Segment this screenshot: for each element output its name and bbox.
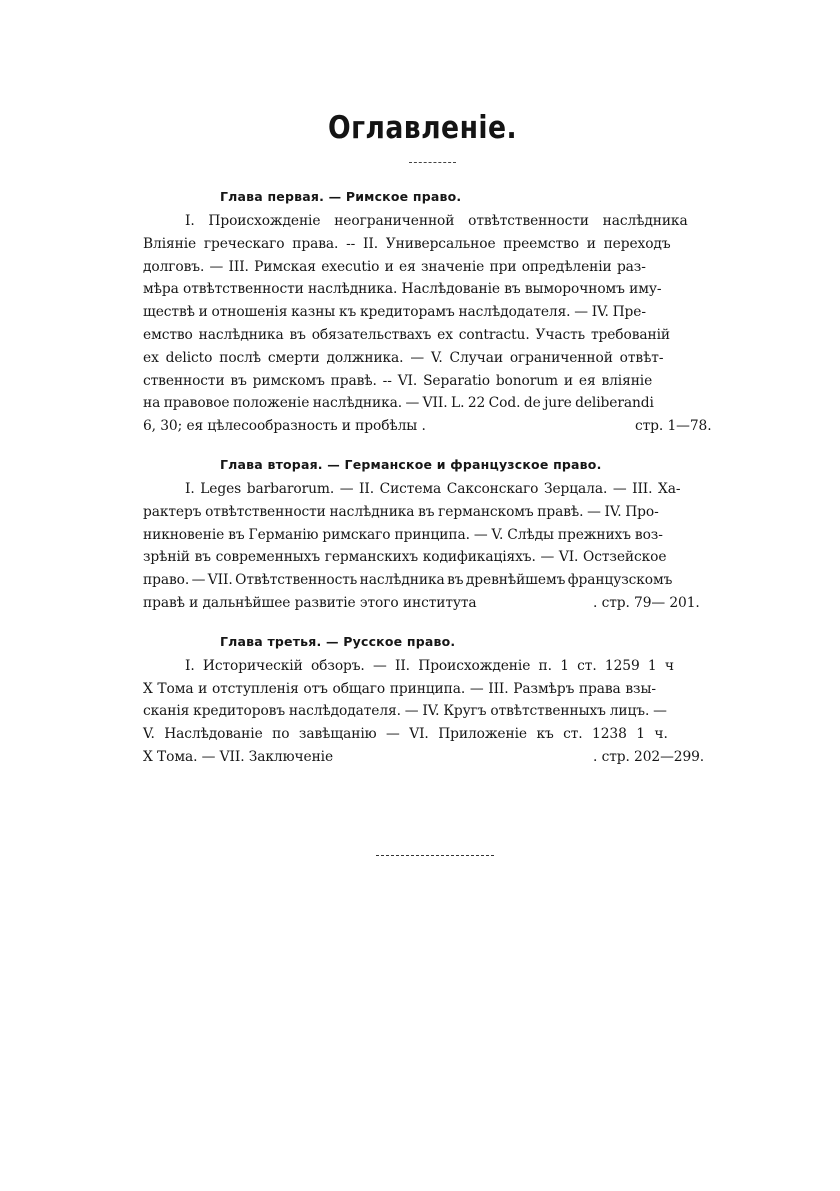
chapter-1-line: емство наслѣдника въ обязательствахъ ex contractu. Участь требованій: [143, 326, 670, 343]
chapter-2-text: [143, 478, 714, 615]
chapter-3-line: сканія кредиторовъ наслѣдодателя. — IV. Кругъ отвѣтственныхъ лицъ. —: [143, 703, 667, 720]
chapter-2-pages: . стр. 79— 201.: [593, 594, 700, 611]
chapter-1-line: ществѣ и отношенія казны къ кредиторамъ наслѣдодателя. — IV. Пре-: [143, 304, 646, 321]
chapter-3-line: X Тома. — VII. Заключеніе . стр. 202—299.: [143, 746, 714, 769]
chapter-1: [143, 186, 714, 438]
chapter-1-line: I. Происхожденіе неограниченной отвѣтственности наслѣдника: [185, 213, 688, 229]
title-divider: [409, 162, 456, 163]
chapter-3-line: X Тома и отступленія отъ общаго принципа. — III. Размѣръ права взы-: [143, 680, 656, 697]
chapter-3-pages: . стр. 202—299.: [593, 748, 705, 765]
chapter-1-line: Вліяніе греческаго права. -- II. Универсальное преемство и переходъ: [143, 235, 671, 252]
chapter-1-line: на правовое положеніе наслѣдника. — VII. L. 22 Cod. de jure deliberandi: [143, 395, 654, 412]
chapter-1-heading: Глава первая. — Римское право.: [220, 189, 462, 204]
chapter-3-line: I. Историческій обзоръ. — II. Происхожденіе п. 1 ст. 1259 1 ч: [185, 657, 674, 674]
chapter-2-line: право. — VII. Отвѣтственность наслѣдника въ древнѣйшемъ французскомъ: [143, 572, 673, 589]
chapter-2-line: рактеръ отвѣтственности наслѣдника въ германскомъ правѣ. — IV. Про-: [143, 503, 659, 520]
chapter-1-text: [143, 210, 714, 438]
chapter-1-line: мѣра отвѣтственности наслѣдника. Наслѣдованіе въ выморочномъ иму-: [143, 281, 662, 298]
chapter-1-pages: стр. 1—78.: [635, 418, 712, 435]
page-title: Оглавленіе.: [327, 110, 518, 146]
chapter-2-line: правѣ и дальнѣйшее развитіе этого института . стр. 79— 201.: [143, 592, 714, 615]
chapter-1-line: долговъ. — III. Римская executio и ея значеніе при опредѣленіи раз-: [143, 258, 646, 275]
table-of-contents: [143, 186, 714, 785]
chapter-1-line: 6, 30; ея цѣлесообразность и пробѣлы . стр. 1—78.: [143, 415, 714, 438]
chapter-1-line: ex delicto послѣ смерти должника. — V. Случаи ограниченной отвѣт-: [143, 349, 664, 366]
chapter-3-text: [143, 655, 714, 769]
chapter-2-heading: Глава вторая. — Германское и французское право.: [220, 456, 602, 472]
chapter-2-line: зрѣній въ современныхъ германскихъ кодификаціяхъ. — VI. Остзейское: [143, 549, 667, 566]
chapter-3: [143, 631, 714, 769]
chapter-3-line: V. Наслѣдованіе по завѣщанію — VI. Приложеніе къ ст. 1238 1 ч.: [143, 726, 668, 743]
end-divider: [376, 855, 494, 856]
chapter-2: [143, 454, 714, 615]
chapter-1-line: ственности въ римскомъ правѣ. -- VI. Separatio bonorum и ея вліяніе: [143, 372, 653, 389]
chapter-2-line: никновеніе въ Германію римскаго принципа. — V. Слѣды прежнихъ воз-: [143, 526, 663, 543]
chapter-2-line: I. Leges barbarorum. — II. Система Саксонскаго Зерцала. — III. Ха-: [185, 480, 681, 497]
chapter-3-heading: Глава третья. — Русское право.: [220, 633, 456, 649]
